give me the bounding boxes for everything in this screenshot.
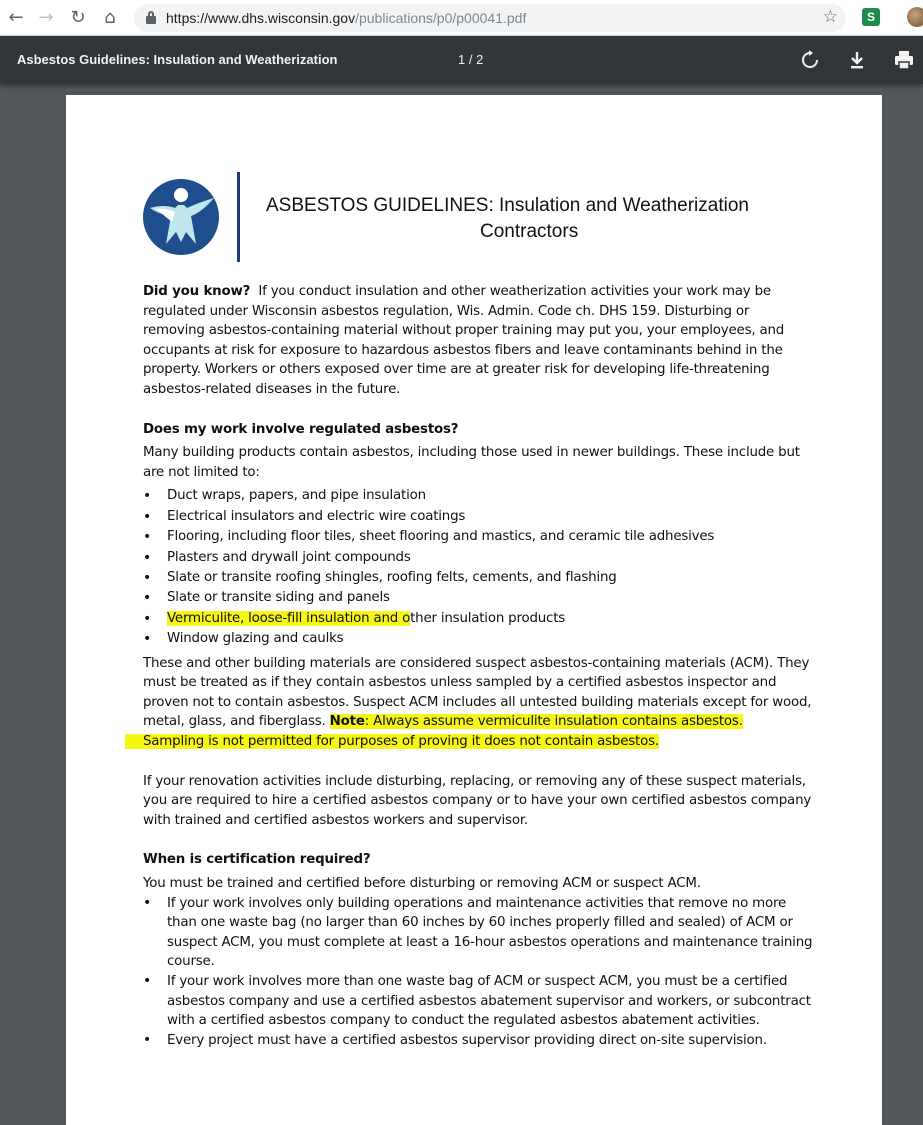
- list-item: • Electrical insulators and electric wire coatings: [143, 507, 813, 527]
- list-item: • If your work involves only building operations and maintenance activities that remove no more than one waste bag (no larger than 60 inches by 60 inches properly filled and sealed) of ACM or suspect ACM, you must complete at least a 16-hour asbestos operations and maintenance training course.: [143, 894, 813, 972]
- download-icon[interactable]: [845, 48, 869, 72]
- certification-list: [143, 894, 813, 1051]
- page-indicator: 1 / 2: [458, 52, 484, 67]
- note-label: Note: [329, 714, 365, 730]
- forward-icon[interactable]: →: [38, 7, 54, 28]
- document-body: [143, 282, 813, 1050]
- reload-icon[interactable]: ↻: [70, 7, 86, 28]
- address-bar[interactable]: [134, 4, 846, 32]
- url-text[interactable]: [166, 10, 526, 26]
- avatar[interactable]: [907, 7, 923, 27]
- title-line-1: ASBESTOS GUIDELINES: Insulation and Weatherization: [266, 195, 749, 216]
- title-divider: [237, 172, 240, 262]
- renovation-paragraph: If your renovation activities include disturbing, replacing, or removing any of these suspect materials, you are required to hire a certified asbestos company or to have your own certified asbestos company with trained and certified asbestos workers and supervisor.: [143, 773, 812, 828]
- section-heading-regulated: Does my work involve regulated asbestos?: [143, 421, 459, 437]
- pdf-toolbar: [0, 36, 923, 84]
- note-highlight-2: Sampling is not permitted for purposes of proving it does not contain asbestos.: [143, 733, 659, 749]
- list-item: • If your work involves more than one waste bag of ACM or suspect ACM, you must be a certified asbestos company and use a certified asbestos abatement supervisor and workers, or subcontract with a certified asbestos company to conduct the regulated asbestos abatement activities.: [143, 972, 813, 1031]
- list-item: • Flooring, including floor tiles, sheet flooring and mastics, and ceramic tile adhesives: [143, 527, 813, 547]
- section-intro-certification: You must be trained and certified before disturbing or removing ACM or suspect ACM.: [143, 875, 701, 891]
- product-list: [143, 486, 813, 649]
- home-icon[interactable]: ⌂: [104, 7, 116, 28]
- note-highlight: [330, 714, 743, 729]
- title-line-2: Contractors: [480, 221, 579, 242]
- url-domain: https://www.dhs.wisconsin.gov: [166, 10, 356, 26]
- list-item: • Duct wraps, papers, and pipe insulation: [143, 486, 813, 506]
- list-item-highlighted: [143, 609, 813, 629]
- star-icon[interactable]: ☆: [822, 7, 838, 27]
- did-you-know-paragraph: [143, 282, 813, 400]
- pdf-page: [66, 95, 882, 1125]
- rotate-icon[interactable]: [798, 48, 822, 72]
- url-path: /publications/p0/p00041.pdf: [355, 10, 527, 26]
- document-title: [266, 193, 749, 245]
- note-text: : Always assume vermiculite insulation contains asbestos.: [364, 714, 743, 730]
- section-heading-certification: When is certification required?: [143, 852, 371, 868]
- section-intro-regulated: Many building products contain asbestos, including those used in newer buildings. These include but are not limited to:: [143, 445, 800, 480]
- pdf-title: Asbestos Guidelines: Insulation and Weatherization: [17, 52, 338, 67]
- list-item: • Slate or transite siding and panels: [143, 588, 813, 608]
- highlight-mark: Vermiculite, loose-fill insulation and o: [167, 610, 411, 626]
- back-icon[interactable]: ←: [8, 7, 24, 28]
- list-item: • Plasters and drywall joint compounds: [143, 548, 813, 568]
- browser-toolbar: [0, 0, 923, 36]
- wisconsin-dhs-logo: [142, 178, 220, 256]
- list-item: • Slate or transite roofing shingles, roofing felts, cements, and flashing: [143, 568, 813, 588]
- list-item: • Every project must have a certified asbestos supervisor providing direct on-site supervision.: [143, 1031, 813, 1051]
- acm-paragraph: [143, 654, 813, 752]
- list-item-rest: ther insulation products: [410, 610, 566, 626]
- lock-icon[interactable]: [146, 11, 156, 24]
- print-icon[interactable]: [892, 48, 916, 72]
- list-item: • Window glazing and caulks: [143, 629, 813, 649]
- did-you-know-label: Did you know?: [143, 284, 251, 299]
- extension-icon[interactable]: S: [862, 8, 880, 26]
- did-you-know-text: If you conduct insulation and other weatherization activities your work may be regulated under Wisconsin asbestos regulation, Wis. Admin. Code ch. DHS 159. Disturbing or removing asbestos-containing material without proper training may put you, your employees, and occupants at risk for exposure to hazardous asbestos fibers and leave contaminants behind in the property. Workers or others exposed over time are at greater risk for developing life-threatening asbestos-related diseases in the future.: [143, 284, 785, 397]
- acm-text: These and other building materials are considered suspect asbestos-containing materials (ACM). They must be treated as if they contain asbestos unless sampled by a certified asbestos inspector and proven not to contain asbestos. Suspect ACM includes all untested building materials except for wood, metal, glass, and fiberglass.: [143, 655, 812, 730]
